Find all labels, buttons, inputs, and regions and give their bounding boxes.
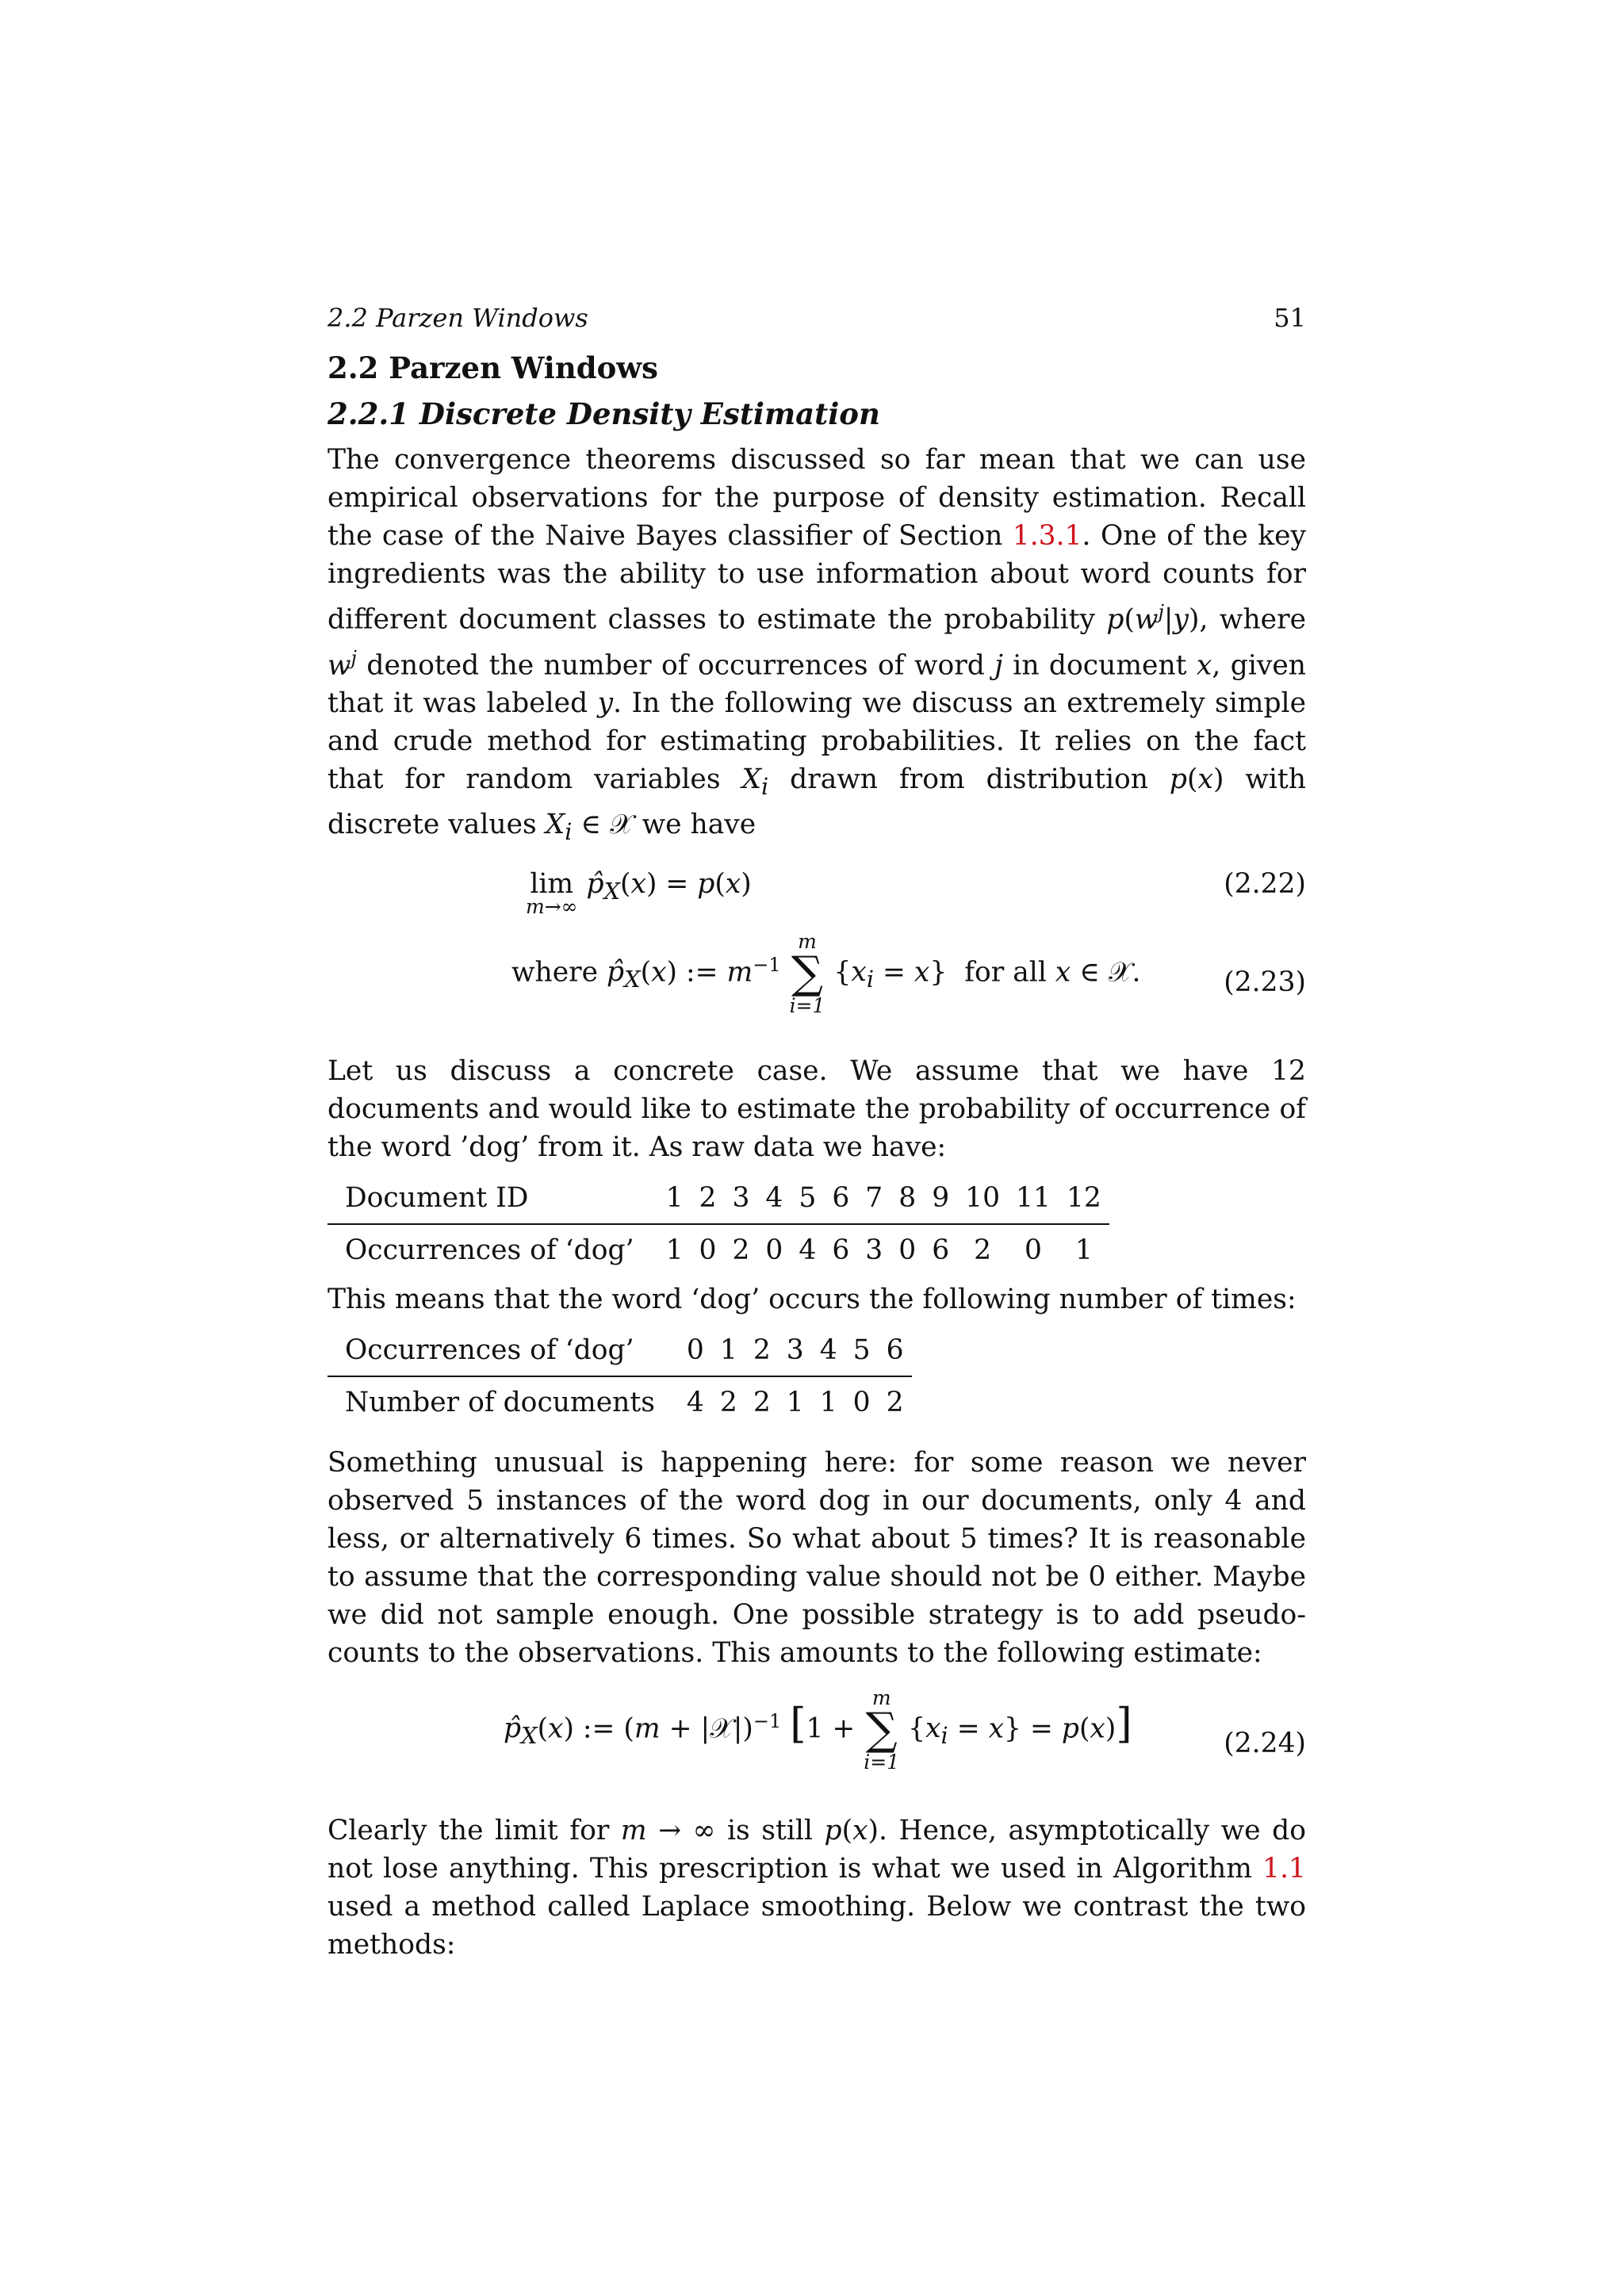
count-table	[327, 1325, 912, 1428]
paragraph-2: Let us discuss a concrete case. We assume that we have 12 documents and would like to estimate the probability of occurrence of the word ’dog’ from it. As raw data we have:	[327, 1054, 1306, 1163]
table-cell: 2	[691, 1173, 725, 1224]
table-cell: 6	[932, 1234, 950, 1266]
table-cell: 4	[757, 1173, 791, 1224]
equation-number: (2.23)	[1224, 966, 1306, 998]
paragraph-4: Something unusual is happening here: for some reason we never observed 5 instances of the word dog in our documents, only 4 and less, or alternatively 6 times. So what about 5 times? It is reasonable to assume that the corresponding value should not be 0 either. Maybe we did not sample enough. One possible strategy is to add pseudo-counts to the observations. This amounts to the following estimate:	[327, 1446, 1306, 1669]
table-cell: 1	[712, 1325, 745, 1376]
table-cell: 8	[891, 1173, 924, 1224]
table-row	[327, 1376, 912, 1428]
table-cell: 3	[865, 1234, 883, 1266]
table-cell: 2	[719, 1386, 737, 1418]
paragraph-3: This means that the word ‘dog’ occurs the following number of times:	[327, 1283, 1297, 1315]
table-cell: 0	[679, 1325, 712, 1376]
table-header-label: Document ID	[327, 1173, 658, 1224]
algorithm-reference-link[interactable]: 1.1	[1262, 1852, 1306, 1885]
table-cell: 6	[824, 1173, 857, 1224]
table-cell: 7	[857, 1173, 891, 1224]
table-cell: 10	[957, 1173, 1008, 1224]
equation-2-22: lim m→∞ $p̂_X(x) = p(x)$ (2.22)	[526, 867, 1306, 918]
table-cell: 5	[791, 1173, 824, 1224]
paragraph-1: The convergence theorems discussed so far mean that we can use empirical observations for the purpose of density estimation. Recall the case of the Naive Bayes classifier of Section 1.3.1. One of the key ingredients was the ability to use information about word counts for different document classes to estimate the probability $p(w^j|y)$, where $w^j$ denoted the number of occurrences of word j in document x, given that it was labeled y. In the following we discuss an extremely simple and crude method for estimating probabilities. It relies on the fact that for random variables $X_i$ drawn from distribution p(x) with discrete values $X_i$ ∈ 𝒳 we have	[327, 444, 1307, 845]
table-header-label: Occurrences of ‘dog’	[327, 1325, 679, 1376]
table-cell: 3	[724, 1173, 757, 1224]
table-cell: 2	[745, 1325, 779, 1376]
section-heading: 2.2 Parzen Windows	[327, 350, 658, 385]
table-cell: 4	[812, 1325, 845, 1376]
table-cell: 1	[1074, 1234, 1093, 1266]
table-cell: 4	[686, 1386, 704, 1418]
paragraph-5: Clearly the limit for m → ∞ is still p(x). Hence, asymptotically we do not lose anything. This prescription is what we used in Algorithm 1.1 used a method called Laplace smoothing. Below we contrast the two methods:	[327, 1814, 1307, 1961]
table-cell: 1	[658, 1173, 691, 1224]
table-cell: 5	[845, 1325, 879, 1376]
subsection-heading: 2.2.1 Discrete Density Estimation	[327, 396, 880, 431]
table-cell: 6	[879, 1325, 912, 1376]
table-cell: 1	[665, 1234, 684, 1266]
equation-2-23: where $p̂_X(x)$ := $m^{-1}$ m ∑ i=1 $\{x_i = x\}$ for all x ∈ 𝒳. (2.23)	[511, 929, 1306, 1017]
table-cell: 4	[799, 1234, 817, 1266]
table-cell: 1	[819, 1386, 837, 1418]
page-number: 51	[1274, 303, 1306, 333]
table-cell: 2	[732, 1234, 750, 1266]
table-cell: 9	[924, 1173, 957, 1224]
table-cell: 0	[852, 1386, 871, 1418]
table-cell: 12	[1059, 1173, 1109, 1224]
raw-data-table	[327, 1173, 1109, 1276]
table-header-row	[327, 1173, 1109, 1224]
table-cell: 2	[753, 1386, 771, 1418]
running-header-title: 2.2 Parzen Windows	[327, 303, 588, 333]
table-cell: 1	[786, 1386, 804, 1418]
table-cell: 0	[1025, 1234, 1042, 1266]
table-cell: 0	[699, 1234, 717, 1266]
table-cell: 6	[832, 1234, 850, 1266]
table-cell: 3	[779, 1325, 812, 1376]
table-cell: 0	[765, 1234, 783, 1266]
table-row	[327, 1224, 1109, 1276]
page	[327, 293, 1306, 1964]
table-row-label: Occurrences of ‘dog’	[345, 1234, 634, 1266]
table-cell: 11	[1008, 1173, 1059, 1224]
equation-2-24: $p̂_X(x)$ := (m + |𝒳|)$^{-1}$ [1 + m ∑ i=1 $\{x_i = x\} = p(x)$] (2.24)	[504, 1686, 1306, 1774]
running-header	[327, 293, 1306, 341]
table-cell: 0	[898, 1234, 917, 1266]
table-cell: 2	[886, 1386, 904, 1418]
section-reference-link[interactable]: 1.3.1	[1012, 520, 1082, 552]
equation-number: (2.22)	[1224, 867, 1306, 900]
table-header-row	[327, 1325, 912, 1376]
table-row-label: Number of documents	[345, 1386, 655, 1418]
equation-number: (2.24)	[1224, 1727, 1306, 1759]
table-cell: 2	[974, 1234, 992, 1266]
